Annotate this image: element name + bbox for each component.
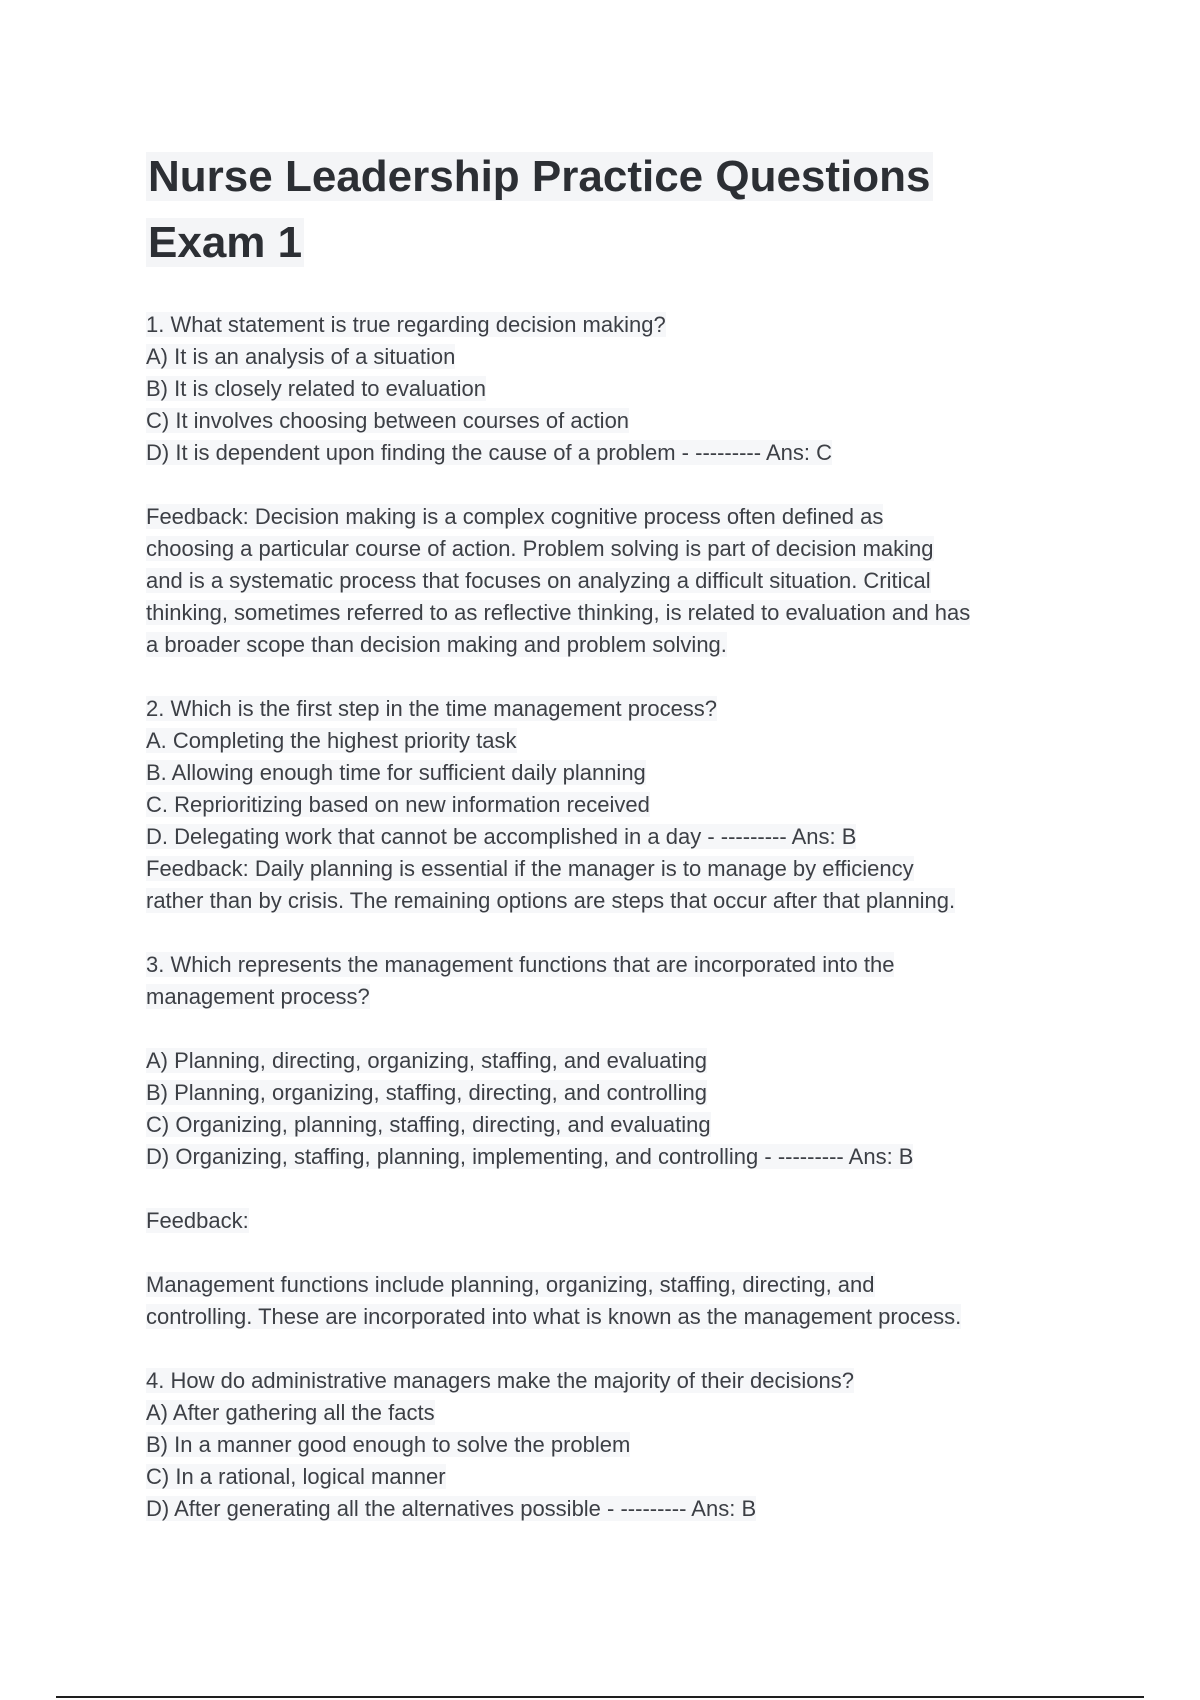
questions-content (146, 309, 1076, 1525)
feedback-line: Feedback: Decision making is a complex cognitive process often defined as (146, 504, 884, 529)
question-2-feedback (146, 853, 1076, 917)
feedback-line: Management functions include planning, organizing, staffing, directing, and (146, 1272, 875, 1297)
question-1-option-b: B) It is closely related to evaluation (146, 376, 486, 401)
question-1-feedback (146, 501, 1076, 661)
feedback-line: thinking, sometimes referred to as reflective thinking, is related to evaluation and has (146, 600, 971, 625)
question-3-text: management process? (146, 984, 370, 1009)
question-3-option-c: C) Organizing, planning, staffing, directing, and evaluating (146, 1112, 711, 1137)
question-4-option-b: B) In a manner good enough to solve the problem (146, 1432, 631, 1457)
page-bottom-divider (56, 1696, 1144, 1698)
question-4-text: 4. How do administrative managers make the majority of their decisions? (146, 1368, 854, 1393)
question-2-option-d-answer: D. Delegating work that cannot be accomplished in a day - --------- Ans: B (146, 824, 857, 849)
question-2-option-b: B. Allowing enough time for sufficient daily planning (146, 760, 646, 785)
question-3-feedback (146, 1269, 1076, 1333)
question-3-feedback-label: Feedback: (146, 1208, 249, 1233)
question-4-option-c: C) In a rational, logical manner (146, 1464, 446, 1489)
question-3-option-b: B) Planning, organizing, staffing, directing, and controlling (146, 1080, 707, 1105)
title-line-2: Exam 1 (148, 218, 303, 267)
question-3 (146, 949, 1076, 1333)
document-title (146, 144, 1046, 276)
question-3-option-d-answer: D) Organizing, staffing, planning, implementing, and controlling - --------- Ans: B (146, 1144, 914, 1169)
title-line-1: Nurse Leadership Practice Questions (148, 152, 931, 201)
feedback-line: and is a systematic process that focuses on analyzing a difficult situation. Critical (146, 568, 931, 593)
question-1-option-a: A) It is an analysis of a situation (146, 344, 456, 369)
question-1-text: 1. What statement is true regarding decision making? (146, 312, 666, 337)
feedback-line: rather than by crisis. The remaining options are steps that occur after that planning. (146, 888, 956, 913)
question-2-option-c: C. Reprioritizing based on new information received (146, 792, 650, 817)
question-4-option-a: A) After gathering all the facts (146, 1400, 435, 1425)
question-4-option-d-answer: D) After generating all the alternatives possible - --------- Ans: B (146, 1496, 757, 1521)
question-3-option-a: A) Planning, directing, organizing, staffing, and evaluating (146, 1048, 707, 1073)
question-2-text: 2. Which is the first step in the time management process? (146, 696, 718, 721)
question-2 (146, 693, 1076, 917)
feedback-line: choosing a particular course of action. Problem solving is part of decision making (146, 536, 934, 561)
question-3-text: 3. Which represents the management functions that are incorporated into the (146, 952, 895, 977)
feedback-line: Feedback: Daily planning is essential if the manager is to manage by efficiency (146, 856, 914, 881)
question-4 (146, 1365, 1076, 1525)
question-1-option-c: C) It involves choosing between courses of action (146, 408, 630, 433)
feedback-line: a broader scope than decision making and problem solving. (146, 632, 727, 657)
feedback-line: controlling. These are incorporated into what is known as the management process. (146, 1304, 962, 1329)
question-2-option-a: A. Completing the highest priority task (146, 728, 517, 753)
question-1 (146, 309, 1076, 661)
question-1-option-d-answer: D) It is dependent upon finding the cause of a problem - --------- Ans: C (146, 440, 832, 465)
